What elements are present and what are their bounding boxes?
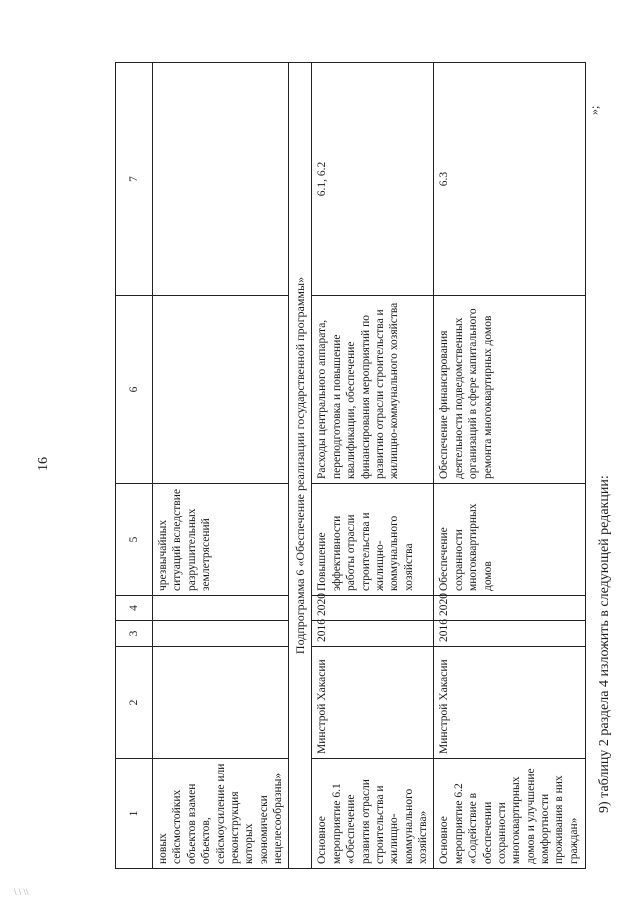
- measures-table: [115, 62, 586, 869]
- measure-cell: Основное мероприятие 6.2 «Содействие в обеспечении сохранности многоквартирных домов и улучшение комфортности проживания в них граждан»: [434, 759, 586, 869]
- table-cell: [153, 621, 289, 647]
- column-header-5: 5: [116, 484, 153, 596]
- table-header-row: [116, 63, 153, 869]
- description-cell: Расходы центрального аппарата, переподготовка и повышение квалификации, обеспечение финансирования мероприятий по развитию отрасли строительства и жилищно-коммунального хозяйства: [312, 296, 434, 484]
- measure-cell: Основное мероприятие 6.1 «Обеспечение развития отрасли строительства и жилищно-коммунального хозяйства»: [312, 759, 434, 869]
- instruction-text: 9) таблицу 2 раздела 4 изложить в следующей редакции:: [597, 475, 612, 813]
- table-cell: [153, 296, 289, 484]
- result-cell: Обеспечение сохранности многоквартирных домов: [434, 484, 586, 596]
- table-cell: [153, 63, 289, 296]
- indicators-cell: 6.1, 6.2: [312, 63, 434, 296]
- column-header-7: 7: [116, 63, 153, 296]
- column-header-6: 6: [116, 296, 153, 484]
- start-year-cell: 2016: [434, 621, 586, 647]
- start-year-cell: 2016: [312, 621, 434, 647]
- subprogram-title: Подпрограмма 6 «Обеспечение реализации государственной программы»: [289, 63, 312, 869]
- table-cell: [153, 647, 289, 759]
- continuation-row: [153, 63, 289, 869]
- column-header-1: 1: [116, 759, 153, 869]
- executor-cell: Минстрой Хакасии: [434, 647, 586, 759]
- column-header-3: 3: [116, 621, 153, 647]
- continuation-measure-cell: новых сейсмостойких объектов взамен объектов, сейсмоусиление или реконструкция которых экономически нецелесообразны»: [153, 759, 289, 869]
- description-cell: Обеспечение финансирования деятельности подведомственных организаций в сфере капитального ремонта многоквартирных домов: [434, 296, 586, 484]
- page-number: 16: [36, 457, 51, 471]
- table-row: [312, 63, 434, 869]
- closing-quote-mark: »;: [587, 105, 601, 115]
- column-header-2: 2: [116, 647, 153, 759]
- executor-cell: Минстрой Хакасии: [312, 647, 434, 759]
- table-cell: [153, 596, 289, 621]
- subprogram-row: [289, 63, 312, 869]
- indicators-cell: 6.3: [434, 63, 586, 296]
- table-row: [434, 63, 586, 869]
- result-cell: Повышение эффективности работы отрасли строительства и жилищно-коммунального хозяйства: [312, 484, 434, 596]
- end-year-cell: 2020: [312, 596, 434, 621]
- continuation-result-cell: чрезвычайных ситуаций вследствие разрушительных землетрясений: [153, 484, 289, 596]
- end-year-cell: 2020: [434, 596, 586, 621]
- column-header-4: 4: [116, 596, 153, 621]
- scan-artifact-mark: \ \ \\: [14, 887, 29, 897]
